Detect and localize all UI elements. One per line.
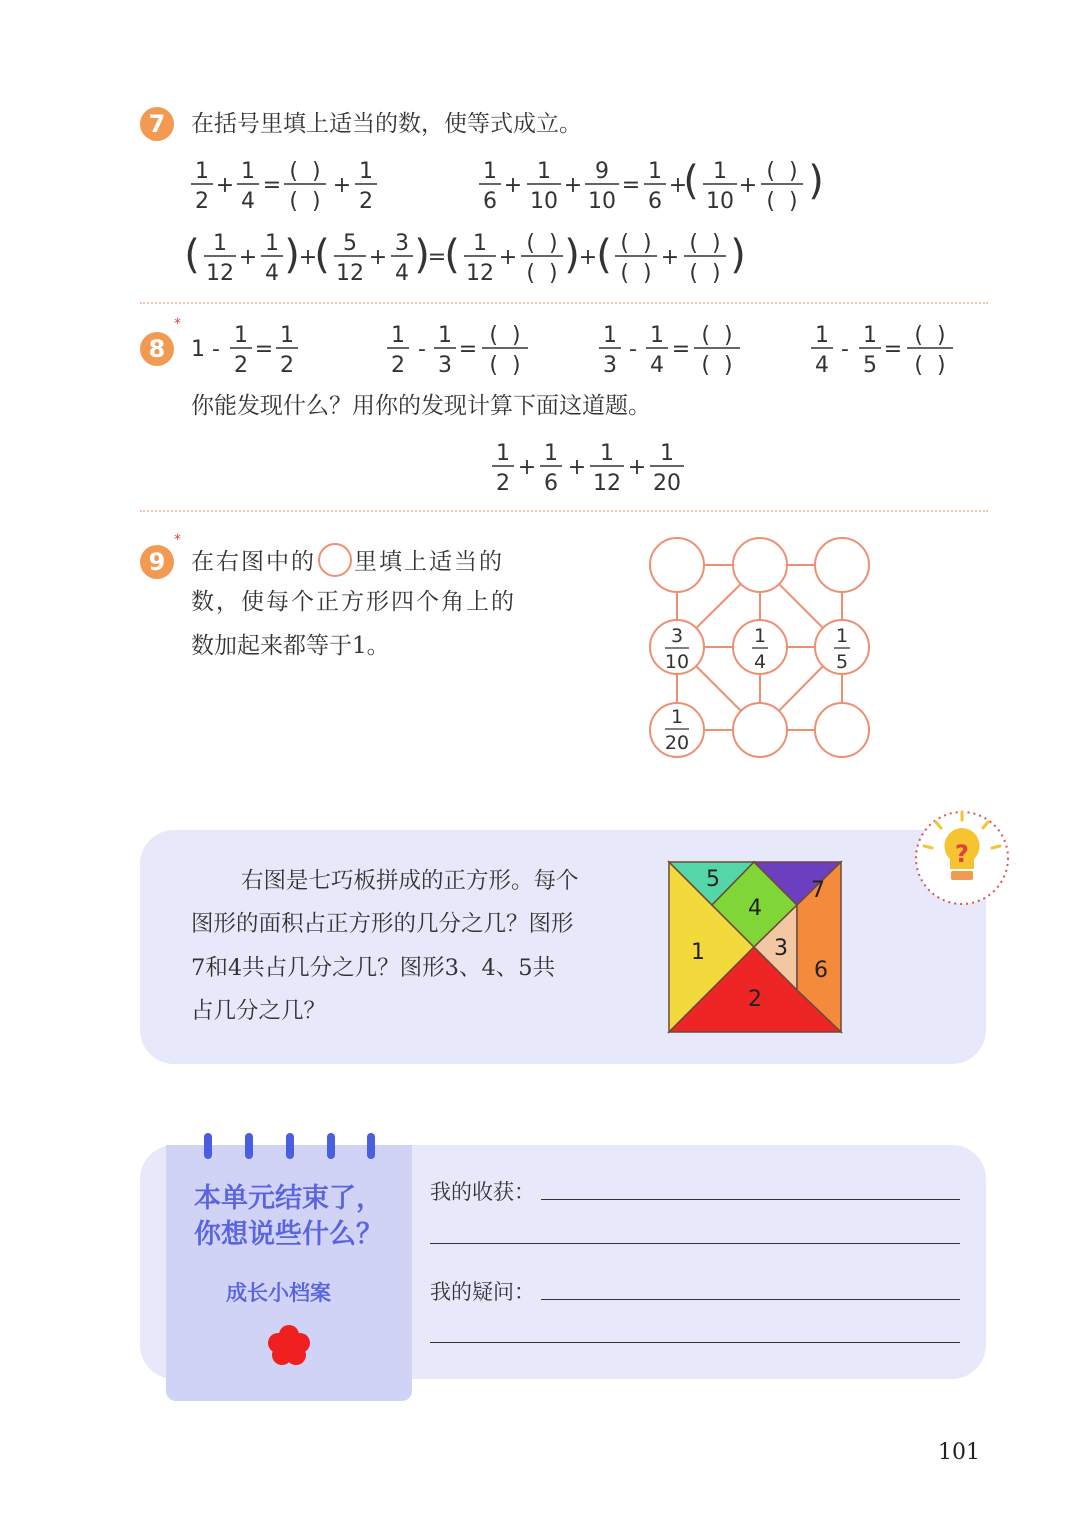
svg-text:( ): ( ) [526,231,558,256]
svg-text:1: 1 [265,231,279,256]
svg-text:( ): ( ) [289,189,321,214]
svg-text:?: ? [955,840,969,868]
svg-text:( ): ( ) [620,261,652,286]
lightbulb-question-icon [908,806,1016,910]
svg-text:+: + [660,245,680,270]
piece-label-7: 7 [811,878,825,903]
svg-text:( ): ( ) [766,159,798,184]
svg-text:2: 2 [280,353,294,378]
summary-title-line2: 你想说些什么？ [194,1219,383,1250]
svg-text:+: + [578,245,598,270]
svg-text:( ): ( ) [766,189,798,214]
svg-text:( ): ( ) [689,231,721,256]
svg-text:-: - [212,337,220,362]
svg-text:( ): ( ) [489,353,521,378]
svg-text:2: 2 [359,189,373,214]
question-answer-line[interactable] [541,1299,960,1300]
svg-text:+: + [332,173,352,198]
svg-text:4: 4 [815,353,829,378]
binder-ring [286,1133,294,1159]
svg-text:1: 1 [438,323,452,348]
svg-text:+: + [567,455,587,480]
svg-text:1: 1 [234,323,248,348]
summary-title-line1: 本单元结束了， [194,1183,383,1214]
svg-text:+: + [627,455,647,480]
svg-text:3: 3 [603,353,617,378]
svg-text:1: 1 [483,159,497,184]
svg-text:(: ( [444,232,460,278]
question-number-7: 7 [140,107,174,141]
svg-text:+: + [298,245,318,270]
svg-text:6: 6 [648,189,662,214]
svg-text:-: - [841,337,849,362]
svg-text:1: 1 [600,441,614,466]
svg-text:2: 2 [496,471,510,496]
svg-text:( ): ( ) [689,261,721,286]
piece-label-2: 2 [748,987,762,1012]
svg-text:=: = [262,173,282,198]
svg-text:1: 1 [537,159,551,184]
tangram-text-line4: 占几分之几？ [191,998,327,1024]
svg-text:1: 1 [544,441,558,466]
svg-text:1: 1 [863,323,877,348]
svg-text:2: 2 [391,353,405,378]
svg-text:): ) [564,232,580,278]
q8-equations [186,318,966,378]
svg-text:1: 1 [713,159,727,184]
svg-text:( ): ( ) [289,159,321,184]
q7-equations [180,150,840,300]
svg-text:1: 1 [815,323,829,348]
svg-text:): ) [730,232,746,278]
svg-text:6: 6 [483,189,497,214]
q8-sum-expression [488,436,698,498]
svg-text:20: 20 [653,471,681,496]
summary-subtitle: 成长小档案 [226,1281,331,1305]
svg-text:1: 1 [213,231,227,256]
svg-text:5: 5 [343,231,357,256]
svg-text:1: 1 [241,159,255,184]
svg-text:+: + [738,173,758,198]
grid-value-den: 4 [753,651,767,673]
q7-prompt: 在括号里填上适当的数，使等式成立。 [191,111,582,137]
svg-text:5: 5 [863,353,877,378]
divider [140,510,988,512]
binder-ring [367,1133,375,1159]
svg-text:2: 2 [195,189,209,214]
q9-prompt-part: 在右图中的 [191,549,316,575]
tangram-text-line1: 右图是七巧板拼成的正方形。每个 [241,868,579,894]
star-icon: * [174,316,181,332]
tangram-square [667,860,843,1034]
svg-text:( ): ( ) [489,323,521,348]
svg-text:-: - [629,337,637,362]
harvest-label: 我的收获： [430,1180,535,1204]
svg-text:+: + [238,245,258,270]
svg-text:1: 1 [191,337,205,362]
svg-text:6: 6 [544,471,558,496]
svg-text:+: + [517,455,537,480]
svg-text:+: + [668,173,688,198]
svg-text:+: + [215,173,235,198]
svg-text:10: 10 [588,189,616,214]
piece-label-3: 3 [774,936,788,961]
tangram-text-line2: 图形的面积占正方形的几分之几？图形 [191,911,574,937]
grid-value-den: 10 [664,651,690,673]
svg-text:( ): ( ) [620,231,652,256]
svg-text:): ) [808,158,824,204]
svg-text:=: = [671,337,691,362]
harvest-answer-line-2[interactable] [430,1243,960,1244]
svg-text:1: 1 [391,323,405,348]
harvest-answer-line[interactable] [541,1199,960,1200]
svg-text:12: 12 [206,261,234,286]
magic-square-grid [640,530,880,770]
svg-text:( ): ( ) [701,353,733,378]
binder-ring [327,1133,335,1159]
svg-text:( ): ( ) [914,353,946,378]
binder-ring [204,1133,212,1159]
piece-label-5: 5 [706,867,720,892]
q9-prompt-line3: 数加起来都等于1。 [191,633,390,659]
svg-text:=: = [621,173,641,198]
svg-text:1: 1 [648,159,662,184]
q9-prompt-part: 里填上适当的 [354,549,504,575]
piece-label-1: 1 [691,940,705,965]
svg-text:=: = [458,337,478,362]
svg-text:): ) [284,232,300,278]
svg-text:( ): ( ) [914,323,946,348]
svg-text:4: 4 [241,189,255,214]
question-label: 我的疑问： [430,1280,535,1304]
svg-text:1: 1 [195,159,209,184]
question-answer-line-2[interactable] [430,1342,960,1343]
svg-text:12: 12 [336,261,364,286]
tangram-text-line3: 7和4共占几分之几？图形3、4、5共 [191,955,556,981]
svg-text:+: + [563,173,583,198]
svg-text:(: ( [596,232,612,278]
grid-value-den: 5 [835,651,849,673]
svg-text:(: ( [184,232,200,278]
svg-text:1: 1 [660,441,674,466]
question-number-9: 9 [140,545,174,579]
svg-text:=: = [254,337,274,362]
svg-text:12: 12 [593,471,621,496]
grid-value-num: 1 [753,625,767,647]
q9-prompt-line2: 数，使每个正方形四个角上的 [191,589,516,615]
grid-value-num: 1 [670,706,684,728]
question-number-8: 8 [140,332,174,366]
svg-text:1: 1 [603,323,617,348]
svg-text:1: 1 [280,323,294,348]
grid-value-num: 3 [670,625,684,647]
grid-value-den: 20 [664,732,690,754]
svg-text:+: + [368,245,388,270]
svg-text:3: 3 [438,353,452,378]
svg-text:-: - [418,337,426,362]
svg-text:): ) [414,232,430,278]
svg-text:10: 10 [706,189,734,214]
svg-text:1: 1 [496,441,510,466]
svg-text:1: 1 [650,323,664,348]
svg-text:1: 1 [359,159,373,184]
svg-text:+: + [503,173,523,198]
divider [140,302,988,304]
svg-text:(: ( [683,158,699,204]
star-icon: * [174,532,181,548]
grid-value-num: 1 [835,625,849,647]
svg-text:(: ( [314,232,330,278]
q9-prompt-line1 [191,542,504,582]
page-number: 101 [938,1440,980,1465]
svg-text:10: 10 [530,189,558,214]
svg-text:4: 4 [650,353,664,378]
svg-text:9: 9 [595,159,609,184]
svg-text:4: 4 [395,261,409,286]
svg-text:=: = [427,245,447,270]
svg-text:( ): ( ) [526,261,558,286]
piece-label-6: 6 [814,958,828,983]
piece-label-4: 4 [748,896,762,921]
svg-text:12: 12 [466,261,494,286]
binder-ring [245,1133,253,1159]
svg-text:( ): ( ) [701,323,733,348]
svg-text:1: 1 [473,231,487,256]
svg-text:4: 4 [265,261,279,286]
svg-text:=: = [883,337,903,362]
svg-text:+: + [498,245,518,270]
svg-text:3: 3 [395,231,409,256]
circle-icon [318,543,352,577]
q8-prompt: 你能发现什么？用你的发现计算下面这道题。 [191,393,651,419]
flower-icon [266,1323,312,1367]
svg-text:2: 2 [234,353,248,378]
